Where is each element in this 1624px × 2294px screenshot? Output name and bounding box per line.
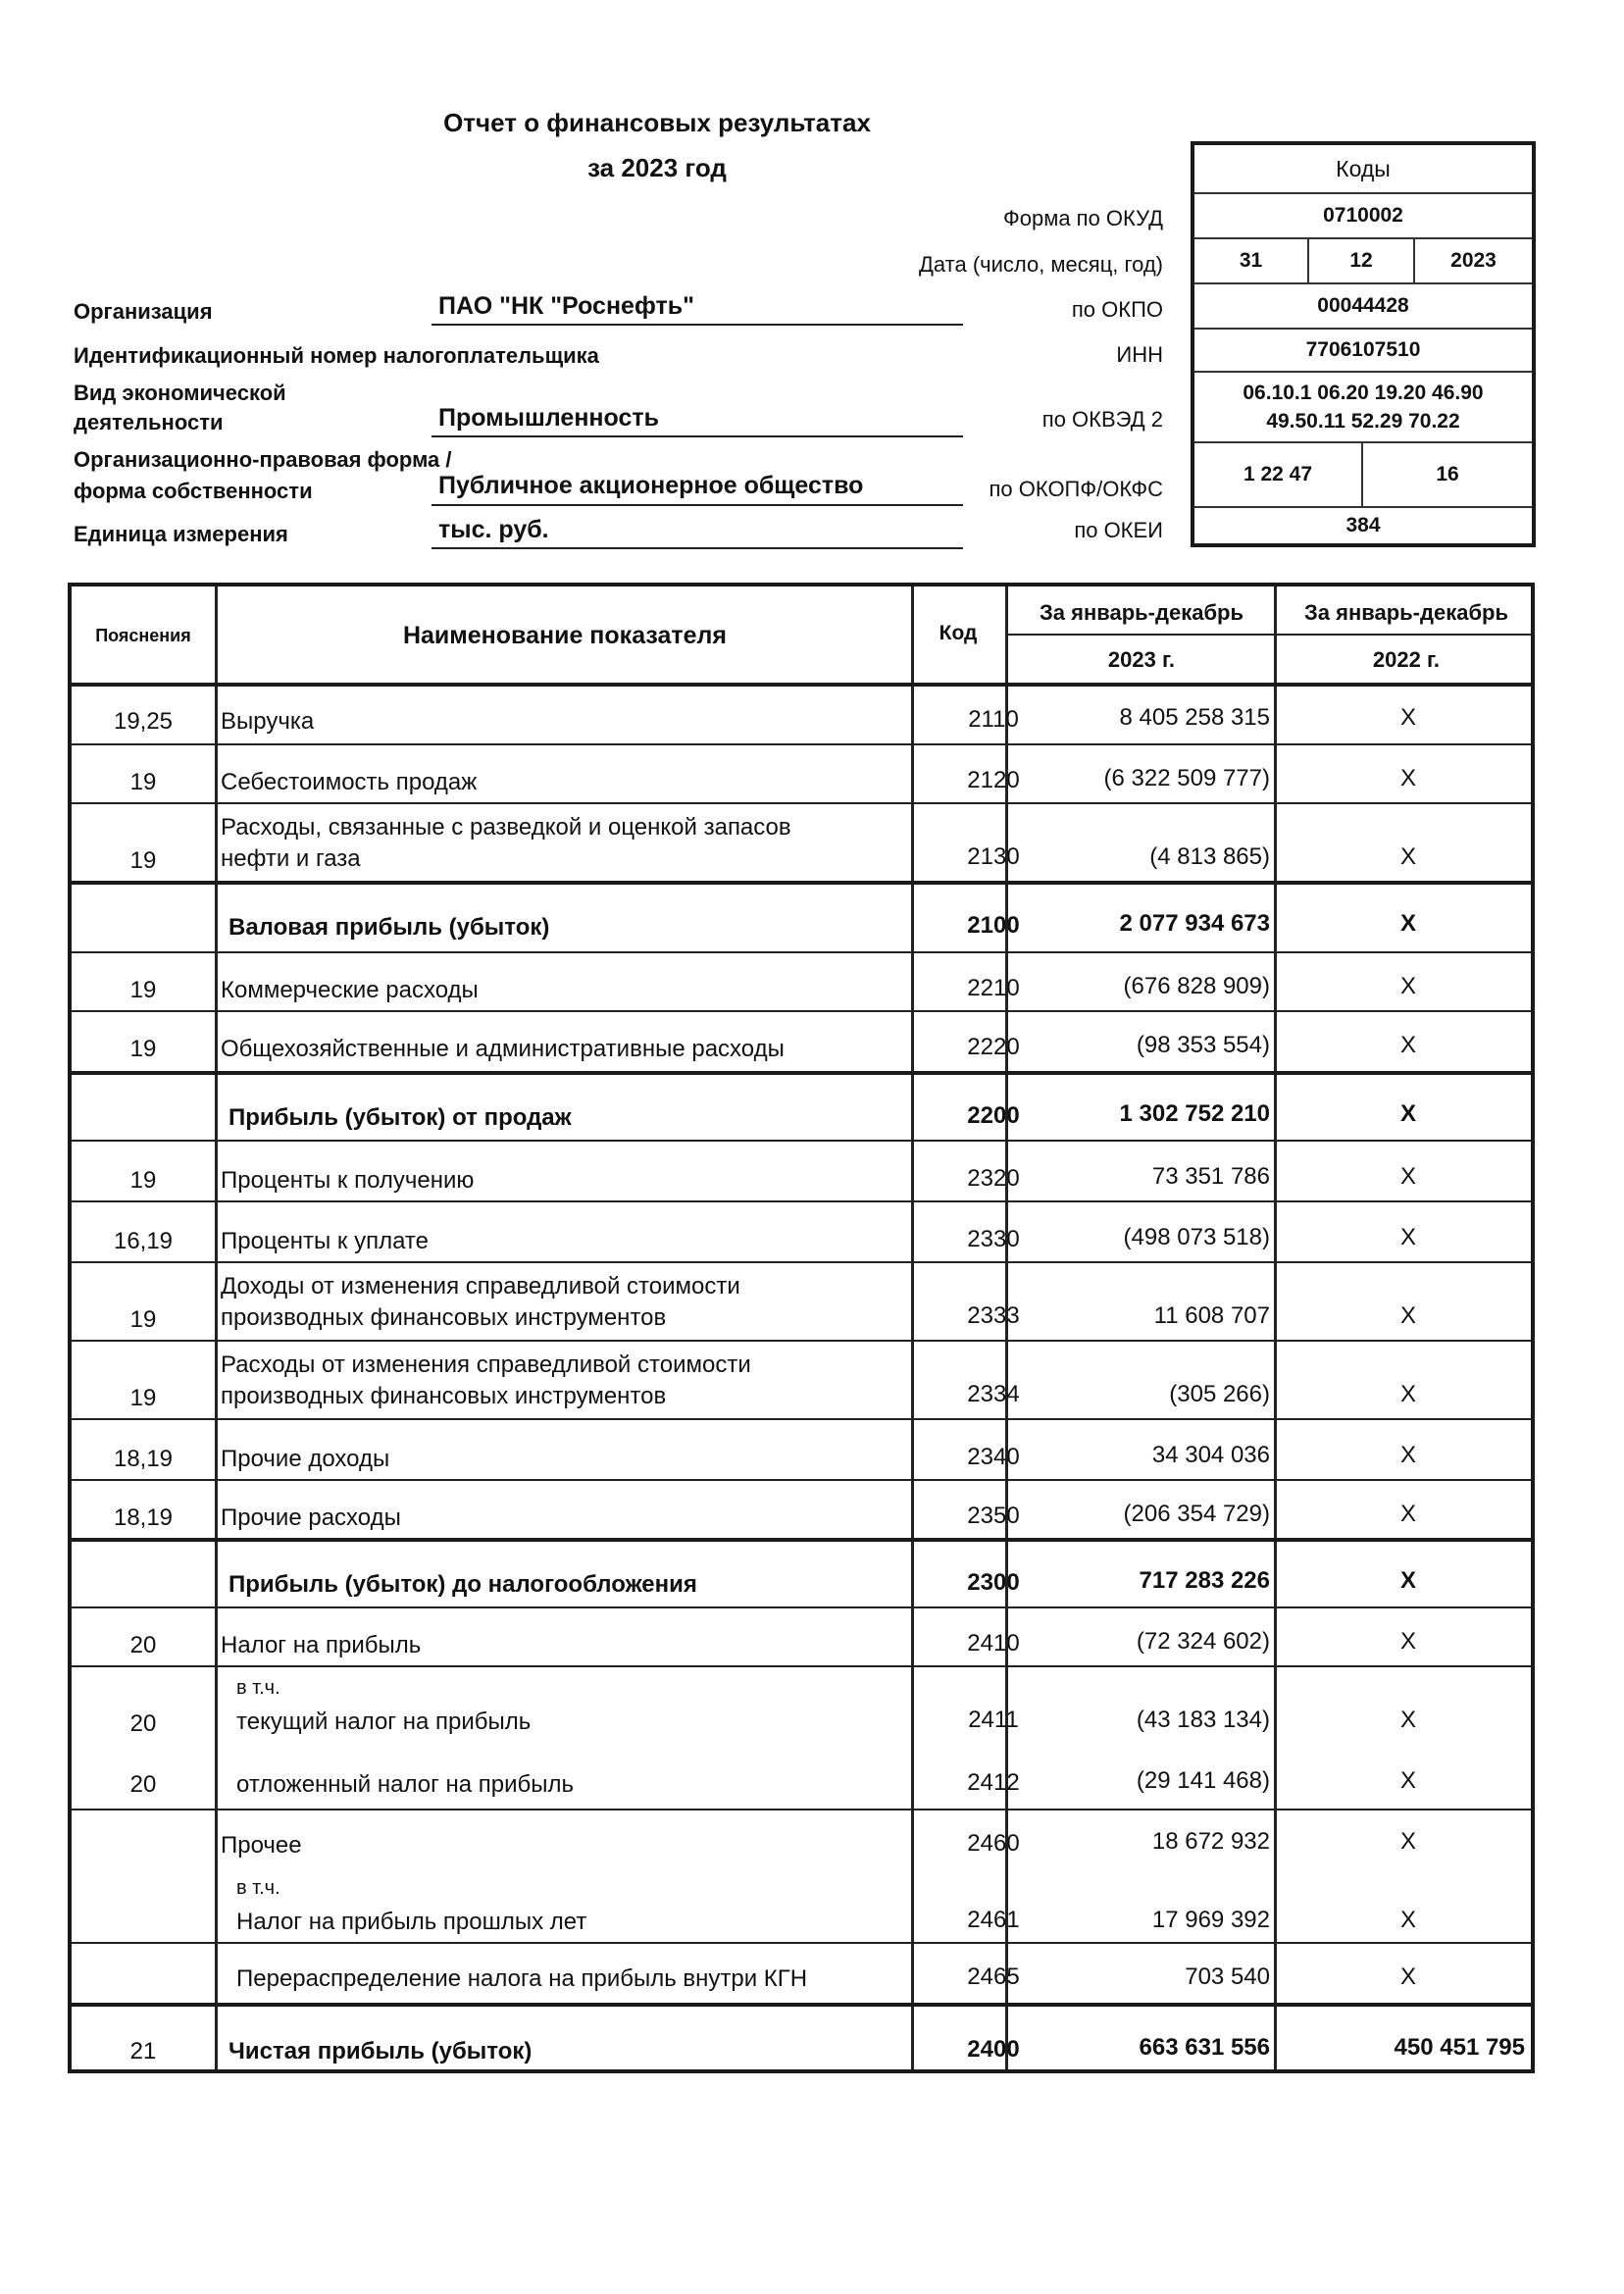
report-period: за 2023 год	[587, 153, 727, 182]
date-label: Дата (число, месяц, год)	[918, 252, 1163, 277]
header-notes: Пояснения	[95, 626, 191, 645]
okei-code: 384	[1345, 514, 1381, 536]
col-divider	[215, 586, 218, 2069]
row-name: Прочее	[221, 1832, 302, 1859]
row-code: 2333	[967, 1302, 1020, 1329]
row-divider	[72, 951, 1531, 953]
row-name: Чистая прибыль (убыток)	[228, 2038, 533, 2065]
date-month: 12	[1309, 239, 1415, 282]
row-previous: X	[1399, 1828, 1416, 1855]
row-current: 18 672 932	[1151, 1828, 1270, 1855]
row-code: 2320	[967, 1165, 1020, 1192]
row-name: Налог на прибыль	[221, 1632, 422, 1658]
row-divider	[72, 1418, 1531, 1420]
okved-line-2: 49.50.11 52.29 70.22	[1266, 410, 1460, 433]
row-previous: 450 451 795	[1394, 2034, 1525, 2061]
row-note: 21	[129, 2038, 157, 2065]
row-name: Проценты к уплате	[221, 1228, 429, 1254]
okved-line-1: 06.10.1 06.20 19.20 46.90	[1243, 382, 1484, 404]
unit-underline	[431, 547, 963, 549]
codes-title: Коды	[1194, 145, 1532, 194]
codes-box	[1191, 141, 1536, 547]
row-name: Перераспределение налога на прибыль внутри КГН	[236, 1965, 808, 1992]
row-note: 19	[129, 1167, 157, 1194]
row-name-line-2: производных финансовых инструментов	[221, 1383, 667, 1409]
row-name: Проценты к получению	[221, 1167, 475, 1194]
row-name: Общехозяйственные и административные расходы	[221, 1036, 785, 1062]
okei-label: по ОКЕИ	[1074, 518, 1163, 542]
legal-form-label-1: Организационно-правовая форма /	[74, 447, 452, 472]
row-current: (72 324 602)	[1136, 1628, 1270, 1655]
date-code-row	[1194, 239, 1532, 284]
report-title: Отчет о финансовых результатах	[443, 108, 871, 137]
date-year: 2023	[1450, 249, 1497, 272]
row-name-line-1: в т.ч.	[236, 1877, 280, 1899]
row-current: 8 405 258 315	[1119, 704, 1270, 731]
col-divider	[1274, 586, 1277, 2069]
row-name-line-1: Расходы, связанные с разведкой и оценкой запасов	[221, 814, 791, 841]
row-current: (98 353 554)	[1136, 1032, 1270, 1058]
row-name: Выручка	[221, 708, 315, 735]
row-previous: X	[1399, 1381, 1416, 1407]
row-note: 16,19	[113, 1228, 174, 1254]
row-divider	[72, 1340, 1531, 1342]
okved-code	[1194, 373, 1532, 443]
unit-value: тыс. руб.	[438, 516, 549, 543]
row-current: (4 813 865)	[1149, 843, 1270, 870]
row-name-line-2: нефти и газа	[221, 845, 361, 872]
row-name-line-1: Доходы от изменения справедливой стоимости	[221, 1273, 740, 1300]
row-current: (29 141 468)	[1136, 1767, 1270, 1794]
row-divider	[72, 1538, 1531, 1542]
row-code: 2461	[967, 1907, 1020, 1933]
row-divider	[72, 1606, 1531, 1608]
activity-underline	[431, 435, 963, 437]
header-code: Код	[939, 622, 978, 644]
row-divider	[72, 1200, 1531, 1202]
okopf-code: 1 22 47	[1194, 443, 1363, 506]
header-cur-bottom: 2023 г.	[1107, 647, 1176, 672]
row-name: Валовая прибыль (убыток)	[228, 914, 550, 941]
row-divider	[72, 743, 1531, 745]
row-code: 2400	[967, 2036, 1020, 2063]
row-name: Прибыль (убыток) до налогообложения	[228, 1571, 697, 1598]
header-bottom-line	[72, 683, 1531, 687]
row-note: 19	[129, 1036, 157, 1062]
row-current: (305 266)	[1169, 1381, 1270, 1407]
row-code: 2200	[967, 1102, 1020, 1129]
header-subdivider	[1005, 634, 1531, 636]
row-current: 1 302 752 210	[1119, 1100, 1270, 1127]
row-previous: X	[1399, 973, 1416, 999]
row-code: 2130	[967, 843, 1020, 870]
row-previous: X	[1399, 843, 1416, 870]
row-code: 2465	[967, 1963, 1020, 1990]
okopf-label: по ОКОПФ/ОКФС	[989, 477, 1163, 501]
row-previous: X	[1399, 1767, 1416, 1794]
row-divider	[72, 1479, 1531, 1481]
col-divider	[911, 586, 914, 2069]
row-note: 20	[129, 1710, 157, 1737]
row-previous: X	[1399, 1302, 1416, 1329]
legal-form-label-2: форма собственности	[74, 479, 313, 503]
organization-value: ПАО "НК "Роснефть"	[438, 292, 694, 320]
row-name: Коммерческие расходы	[221, 977, 479, 1003]
legal-form-underline	[431, 504, 963, 506]
activity-label-1: Вид экономической	[74, 381, 286, 405]
unit-label: Единица измерения	[74, 522, 288, 546]
row-divider	[72, 1140, 1531, 1142]
row-note: 19	[129, 1306, 157, 1333]
date-day: 31	[1194, 239, 1309, 282]
okud-label: Форма по ОКУД	[1003, 206, 1163, 230]
row-current: (676 828 909)	[1123, 973, 1270, 999]
row-previous: X	[1399, 1100, 1416, 1127]
row-current: (6 322 509 777)	[1103, 765, 1270, 791]
inn-label: Идентификационный номер налогоплательщика	[74, 343, 599, 368]
organization-label: Организация	[74, 299, 213, 324]
row-code: 2210	[967, 975, 1020, 1001]
row-name: Прочие расходы	[221, 1504, 401, 1531]
header-name: Наименование показателя	[402, 622, 728, 649]
row-note: 20	[129, 1632, 157, 1658]
okfs-code: 16	[1436, 463, 1459, 485]
row-code: 2100	[967, 912, 1020, 939]
row-current: (43 183 134)	[1136, 1707, 1270, 1733]
row-divider	[72, 1942, 1531, 1944]
row-code: 2110	[968, 706, 1019, 733]
header-prev-bottom: 2022 г.	[1372, 647, 1441, 672]
activity-value: Промышленность	[438, 404, 659, 432]
row-name: Прибыль (убыток) от продаж	[228, 1104, 572, 1131]
row-name: отложенный налог на прибыль	[236, 1771, 575, 1798]
row-previous: X	[1399, 1163, 1416, 1190]
row-name-line-1: Расходы от изменения справедливой стоимости	[221, 1351, 751, 1378]
row-current: 2 077 934 673	[1119, 910, 1270, 937]
row-note: 19	[129, 1385, 157, 1411]
row-note: 19	[129, 847, 157, 874]
row-previous: X	[1399, 1032, 1416, 1058]
legal-form-value: Публичное акционерное общество	[438, 472, 864, 499]
row-current: 703 540	[1185, 1963, 1270, 1990]
header-prev-top: За январь-декабрь	[1303, 600, 1508, 625]
row-name-line-2: Налог на прибыль прошлых лет	[236, 1909, 587, 1935]
row-previous: X	[1399, 1224, 1416, 1250]
row-current: (498 073 518)	[1123, 1224, 1270, 1250]
row-code: 2334	[967, 1381, 1020, 1407]
row-previous: X	[1399, 704, 1416, 731]
row-note: 19	[129, 769, 157, 795]
row-previous: X	[1399, 1442, 1416, 1468]
row-name-line-1: в т.ч.	[236, 1677, 280, 1699]
row-current: 17 969 392	[1151, 1907, 1270, 1933]
row-name-line-2: текущий налог на прибыль	[236, 1708, 532, 1735]
row-divider	[72, 1809, 1531, 1810]
activity-label-2: деятельности	[74, 410, 224, 434]
row-code: 2350	[967, 1503, 1020, 1529]
row-code: 2330	[967, 1226, 1020, 1252]
row-previous: X	[1399, 1501, 1416, 1527]
row-current: 717 283 226	[1139, 1567, 1270, 1594]
row-current: (206 354 729)	[1123, 1501, 1270, 1527]
row-note: 19	[129, 977, 157, 1003]
row-name: Себестоимость продаж	[221, 769, 478, 795]
row-divider	[72, 881, 1531, 885]
row-note: 19,25	[113, 708, 174, 735]
row-name-line-2: производных финансовых инструментов	[221, 1304, 667, 1331]
row-previous: X	[1399, 1963, 1416, 1990]
row-previous: X	[1399, 1707, 1416, 1733]
okud-code: 0710002	[1194, 194, 1532, 239]
row-previous: X	[1399, 765, 1416, 791]
row-code: 2220	[967, 1034, 1020, 1060]
okpo-label: по ОКПО	[1071, 297, 1163, 322]
row-code: 2340	[967, 1444, 1020, 1470]
row-current: 11 608 707	[1153, 1302, 1270, 1329]
row-divider	[72, 1010, 1531, 1012]
okved-label: по ОКВЭД 2	[1041, 407, 1163, 432]
inn-code-label: ИНН	[1116, 342, 1163, 367]
financial-results-table	[68, 583, 1535, 2073]
okpo-code: 00044428	[1194, 284, 1532, 330]
row-code: 2300	[967, 1569, 1020, 1596]
row-divider	[72, 1071, 1531, 1075]
row-previous: X	[1399, 910, 1416, 937]
organization-underline	[431, 324, 963, 326]
row-note: 18,19	[113, 1446, 174, 1472]
row-current: 34 304 036	[1151, 1442, 1270, 1468]
row-code: 2120	[967, 767, 1020, 793]
row-name: Прочие доходы	[221, 1446, 390, 1472]
row-note: 20	[129, 1771, 157, 1798]
row-code: 2411	[968, 1707, 1019, 1733]
row-divider	[72, 1665, 1531, 1667]
row-previous: X	[1399, 1628, 1416, 1655]
header-cur-top: За январь-декабрь	[1039, 600, 1243, 625]
row-note: 18,19	[113, 1504, 174, 1531]
row-code: 2412	[967, 1769, 1020, 1796]
row-divider	[72, 1261, 1531, 1263]
row-previous: X	[1399, 1907, 1416, 1933]
row-current: 663 631 556	[1139, 2034, 1270, 2061]
inn-code: 7706107510	[1194, 330, 1532, 373]
okopf-code-row	[1194, 443, 1532, 508]
row-code: 2410	[967, 1630, 1020, 1657]
row-divider	[72, 802, 1531, 804]
row-current: 73 351 786	[1151, 1163, 1270, 1190]
row-code: 2460	[967, 1830, 1020, 1857]
row-previous: X	[1399, 1567, 1416, 1594]
row-divider	[72, 2003, 1531, 2007]
